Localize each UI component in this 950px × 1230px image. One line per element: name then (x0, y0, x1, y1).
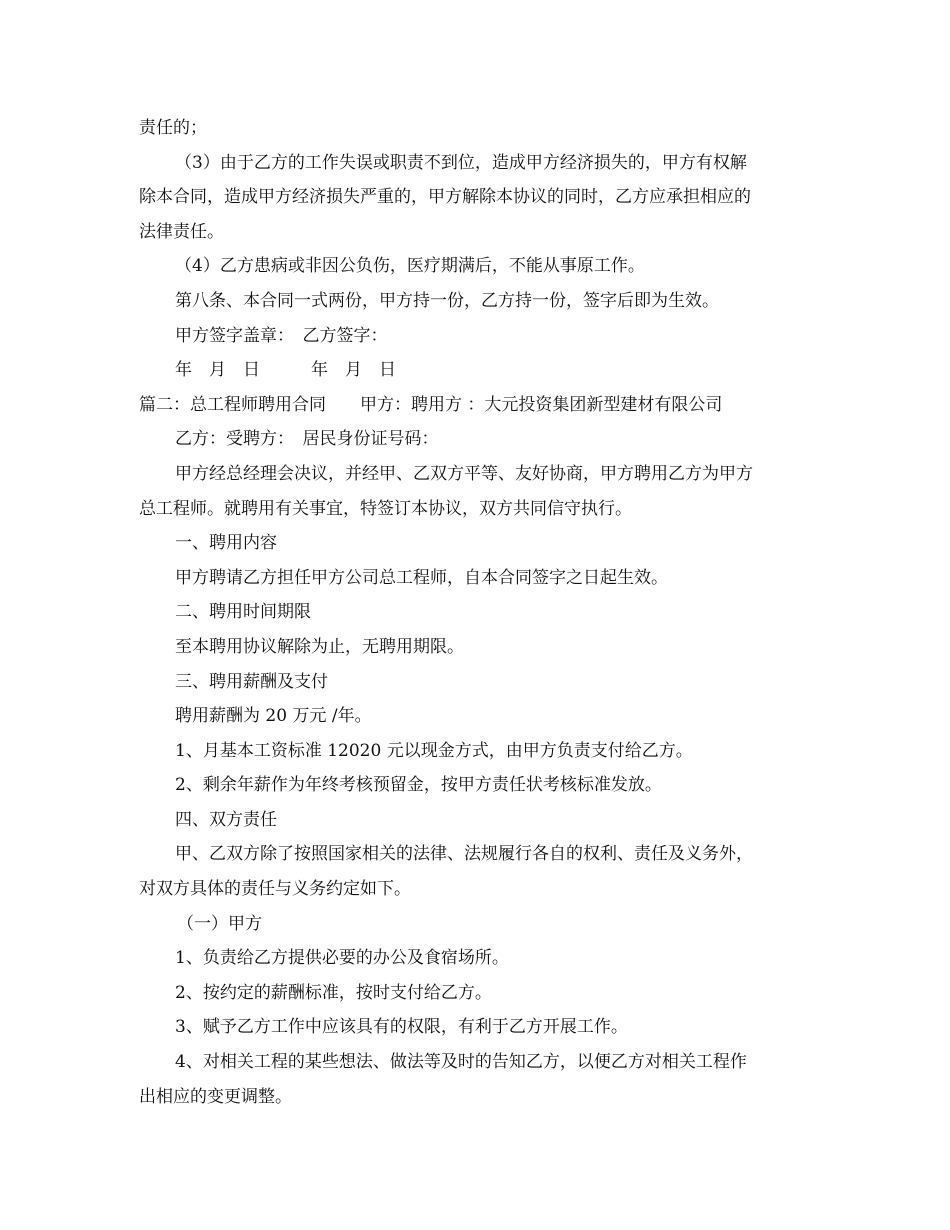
text-line: 第八条、本合同一式两份，甲方持一份，乙方持一份，签字后即为生效。 (175, 290, 719, 311)
text-line: 除本合同，造成甲方经济损失严重的，甲方解除本协议的同时，乙方应承担相应的 (139, 187, 751, 208)
text-line: 2、剩余年薪作为年终考核预留金，按甲方责任状考核标准发放。 (175, 775, 662, 796)
text-line: 乙方：受聘方： 居民身份证号码： (175, 429, 439, 450)
text-line: 对双方具体的责任与义务约定如下。 (139, 879, 411, 900)
text-line: 1、负责给乙方提供必要的办公及食宿场所。 (175, 948, 509, 969)
text-line: 1、月基本工资标准 12020 元以现金方式，由甲方负责支付给乙方。 (175, 740, 693, 761)
text-line: 4、对相关工程的某些想法、做法等及时的告知乙方，以便乙方对相关工程作 (175, 1052, 747, 1073)
text-line: 3、赋予乙方工作中应该具有的权限，有利于乙方开展工作。 (175, 1017, 628, 1038)
text-line: 总工程师。就聘用有关事宜，特签订本协议，双方共同信守执行。 (139, 498, 632, 519)
document-body (139, 111, 819, 1114)
text-line: （4）乙方患病或非因公负伤，医疗期满后，不能从事原工作。 (175, 256, 645, 277)
signature-label-line: 甲方签字盖章： 乙方签字： (175, 325, 388, 346)
text-line: 2、按约定的薪酬标准，按时支付给乙方。 (175, 982, 492, 1003)
text-line: 至本聘用协议解除为止，无聘用期限。 (175, 636, 464, 657)
text-line: 责任的； (139, 118, 207, 138)
clause-subheading: （一）甲方 (177, 913, 262, 934)
text-line: 聘用薪酬为 20 万元 /年。 (175, 706, 372, 727)
date-line: 年 月 日 年 月 日 (175, 360, 396, 381)
text-line: 出相应的变更调整。 (139, 1086, 292, 1107)
text-line: （3）由于乙方的工作失误或职责不到位，造成甲方经济损失的，甲方有权解 (175, 152, 747, 173)
text-line: 法律责任。 (139, 221, 224, 242)
clause-heading: 一、聘用内容 (175, 533, 277, 554)
section-heading-line: 篇二：总工程师聘用合同 甲方：聘用方 ：大元投资集团新型建材有限公司 (139, 394, 723, 415)
clause-heading: 四、双方责任 (175, 809, 277, 830)
clause-heading: 三、聘用薪酬及支付 (175, 671, 328, 692)
text-line: 甲、乙双方除了按照国家相关的法律、法规履行各自的权利、责任及义务外， (175, 844, 753, 865)
clause-heading: 二、聘用时间期限 (175, 602, 311, 623)
text-line: 甲方聘请乙方担任甲方公司总工程师，自本合同签字之日起生效。 (175, 567, 668, 588)
text-line: 甲方经总经理会决议，并经甲、乙双方平等、友好协商，甲方聘用乙方为甲方 (175, 463, 753, 484)
